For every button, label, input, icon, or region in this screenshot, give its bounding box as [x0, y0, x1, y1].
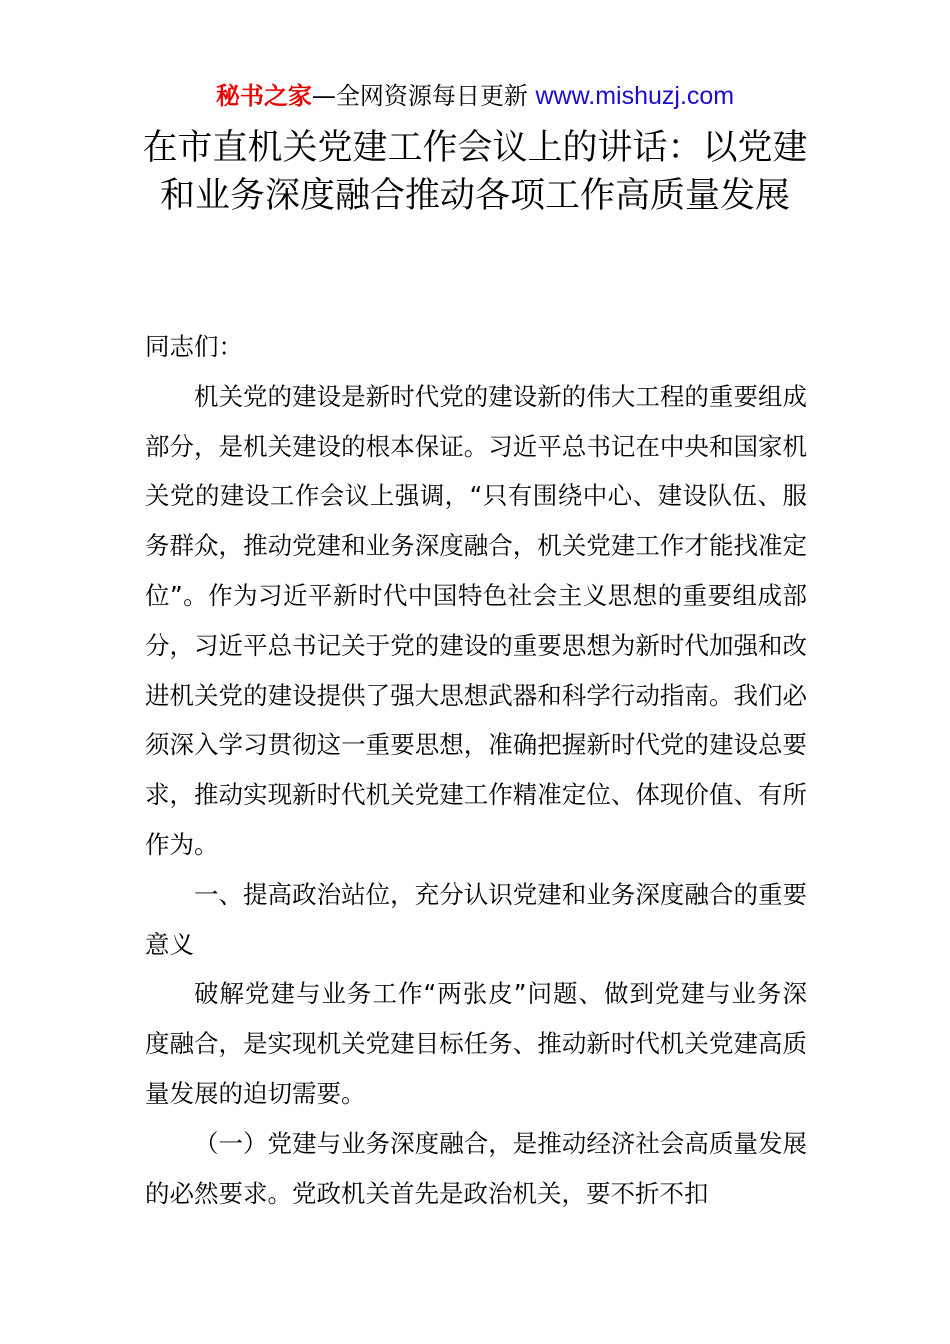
body-paragraph: 机关党的建设是新时代党的建设新的伟大工程的重要组成部分，是机关建设的根本保证。习近平总书记在中央和国家机关党的建设工作会议上强调，“只有围绕中心、建设队伍、服务群众，推动党建和业务深度融合，机关党建工作才能找准定位”。作为习近平新时代中国特色社会主义思想的重要组成部分，习近平总书记关于党的建设的重要思想为新时代加强和改进机关党的建设提供了强大思想武器和科学行动指南。我们必须深入学习贯彻这一重要思想，准确把握新时代党的建设总要求，推动实现新时代机关党建工作精准定位、体现价值、有所作为。 [145, 381, 807, 859]
site-banner [0, 80, 950, 112]
document-title: 在市直机关党建工作会议上的讲话：以党建和业务深度融合推动各项工作高质量发展 [142, 128, 808, 216]
section-heading: 一、提高政治站位，充分认识党建和业务深度融合的重要意义 [145, 879, 807, 959]
banner-url-link[interactable]: www.mishuzj.com [535, 82, 735, 110]
document-body [145, 322, 807, 1218]
banner-tagline: —全网资源每日更新 [311, 82, 536, 110]
banner-brand: 秘书之家 [215, 82, 312, 110]
subsection-paragraph: （一）党建与业务深度融合，是推动经济社会高质量发展的必然要求。党政机关首先是政治机关，要不折不扣 [145, 1128, 807, 1208]
salutation: 同志们： [145, 332, 243, 361]
body-paragraph: 破解党建与业务工作“两张皮”问题、做到党建与业务深度融合，是实现机关党建目标任务、推动新时代机关党建高质量发展的迫切需要。 [145, 979, 807, 1108]
